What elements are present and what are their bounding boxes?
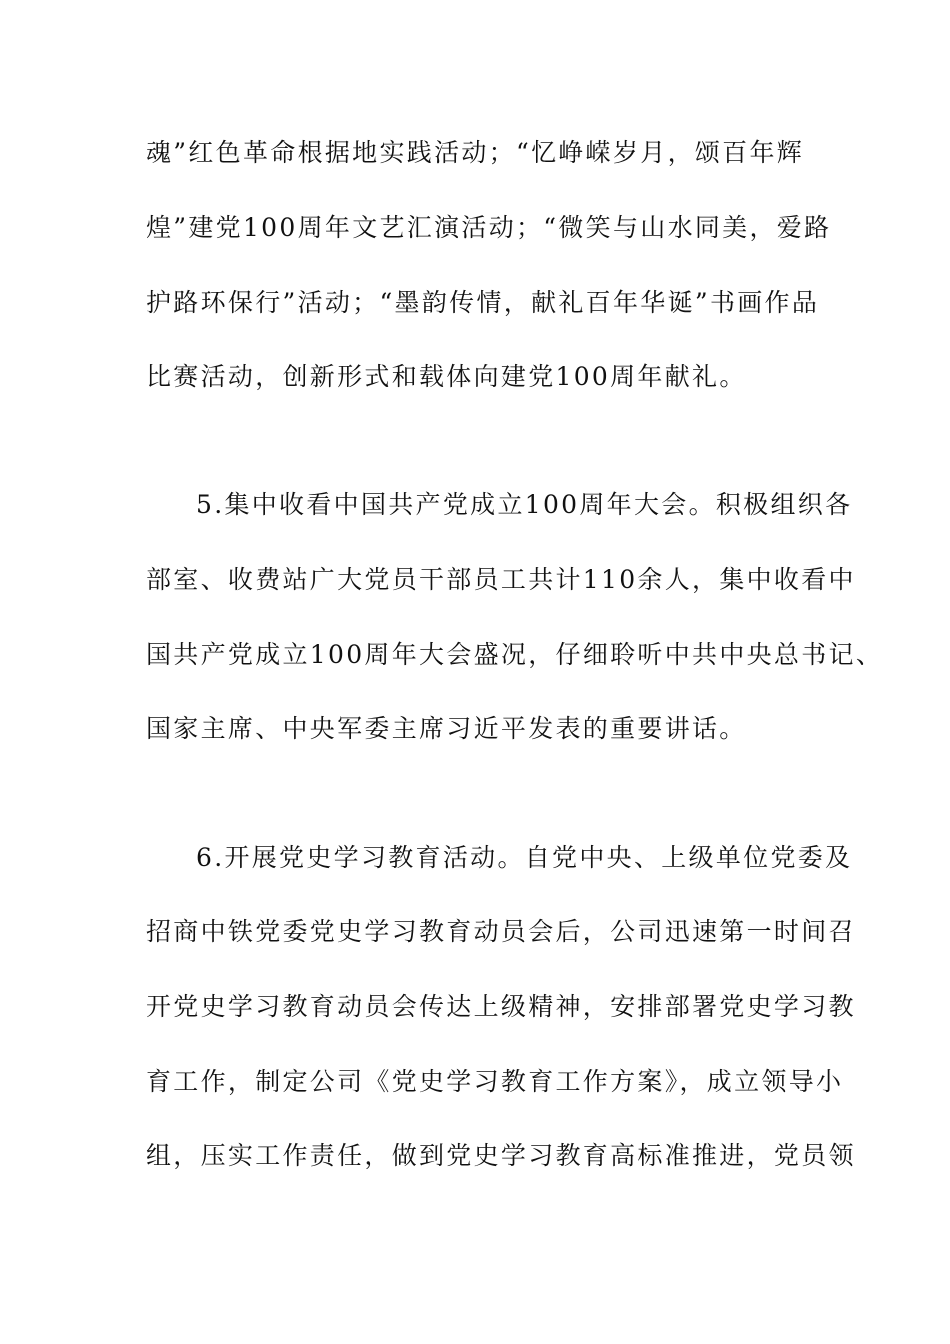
paragraph-3-line-4: 育工作，制定公司《党史学习教育工作方案》，成立领导小 [146, 1067, 844, 1096]
paragraph-2-line-3: 国共产党成立100周年大会盛况，仔细聆听中共中央总书记、 [146, 640, 884, 669]
paragraph-3-line-3: 开党史学习教育动员会传达上级精神，安排部署党史学习教 [146, 992, 856, 1021]
paragraph-2-line-2: 部室、收费站广大党员干部员工共计110余人，集中收看中 [146, 565, 856, 594]
paragraph-1-line-1: 魂”红色革命根据地实践活动；“忆峥嵘岁月，颂百年辉 [146, 138, 805, 167]
paragraph-1-line-4: 比赛活动，创新形式和载体向建党100周年献礼。 [146, 362, 747, 391]
paragraph-1-line-3: 护路环保行”活动；“墨韵传情，献礼百年华诞”书画作品 [146, 288, 820, 317]
paragraph-2-line-4: 国家主席、中央军委主席习近平发表的重要讲话。 [146, 714, 747, 743]
paragraph-2-line-1: 5.集中收看中国共产党成立100周年大会。积极组织各 [196, 490, 853, 519]
paragraph-3-line-5: 组，压实工作责任，做到党史学习教育高标准推进，党员领 [146, 1141, 856, 1170]
paragraph-1-line-2: 煌”建党100周年文艺汇演活动；“微笑与山水同美，爱路 [146, 213, 832, 242]
paragraph-3-line-2: 招商中铁党委党史学习教育动员会后，公司迅速第一时间召 [146, 917, 856, 946]
paragraph-3-line-1: 6.开展党史学习教育活动。自党中央、上级单位党委及 [196, 843, 853, 872]
